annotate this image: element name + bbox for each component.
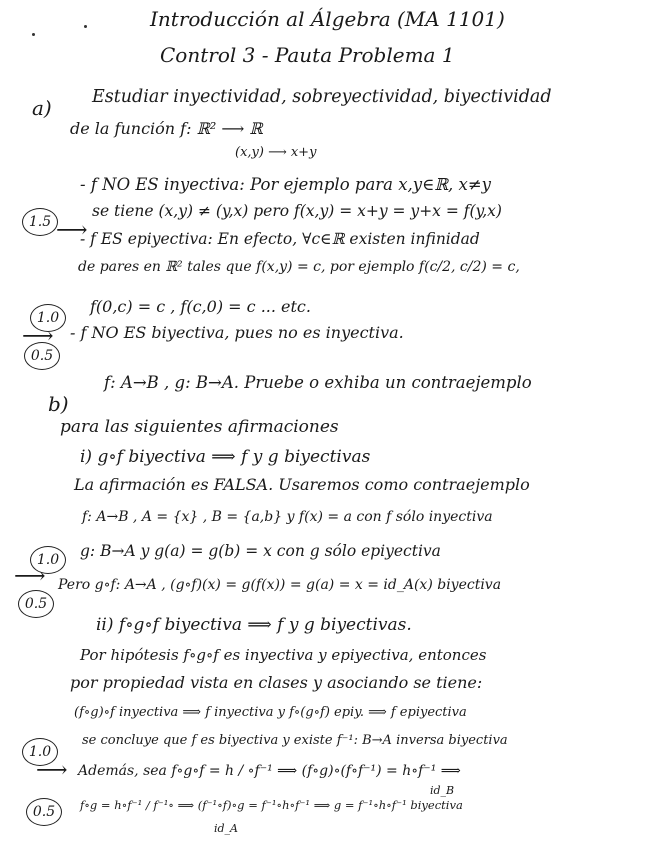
score-mark: 1.5 [22, 208, 58, 236]
score-mark: 0.5 [24, 342, 60, 370]
part-b-line: ii) f∘g∘f biyectiva ⟹ f y g biyectivas. [96, 615, 412, 635]
part-b-line: Además, sea f∘g∘f = h / ∘f⁻¹ ⟹ (f∘g)∘(f∘f⁻¹) = h∘f⁻¹ ⟹ [78, 763, 461, 779]
part-b-line: La afirmación es FALSA. Usaremos como contraejemplo [74, 475, 530, 494]
score-mark: 1.0 [30, 304, 66, 332]
part-a-line: de pares en ℝ² tales que f(x,y) = c, por ejemplo f(c/2, c/2) = c, [78, 259, 520, 275]
page-subtitle: Control 3 - Pauta Problema 1 [160, 43, 455, 67]
part-b-line: Por hipótesis f∘g∘f es inyectiva y epiyectiva, entonces [80, 646, 487, 664]
part-a-line: - f NO ES biyectiva, pues no es inyectiva. [70, 323, 404, 342]
score-mark: 1.0 [22, 738, 58, 766]
part-b-line: se concluye que f es biyectiva y existe f⁻¹: B→A inversa biyectiva [82, 733, 508, 748]
part-b-line: por propiedad vista en clases y asociando se tiene: [70, 673, 483, 692]
arrow-icon: ⟶ [56, 218, 88, 243]
part-b-line: f: A→B , g: B→A. Pruebe o exhiba un contraejemplo [104, 373, 532, 392]
part-b-line: (f∘g)∘f inyectiva ⟹ f inyectiva y f∘(g∘f) epiy. ⟹ f epiyectiva [74, 705, 467, 720]
identity-annotation: id_A [214, 822, 239, 835]
part-a-line: - f NO ES inyectiva: Por ejemplo para x,y∈ℝ, x≠y [80, 175, 491, 194]
ink-dot [32, 33, 35, 36]
part-a-label: a) [32, 96, 52, 120]
part-b-line: para las siguientes afirmaciones [60, 417, 339, 437]
part-b-line: f: A→B , A = {x} , B = {a,b} y f(x) = a con f sólo inyectiva [82, 509, 493, 525]
score-mark: 0.5 [18, 590, 54, 618]
part-b-label: b) [48, 392, 69, 416]
identity-annotation: id_B [430, 784, 455, 797]
part-a-line: de la función f: ℝ² ⟶ ℝ [70, 119, 263, 138]
part-a-line: - f ES epiyectiva: En efecto, ∀c∈ℝ existen infinidad [80, 230, 480, 248]
part-a-line: (x,y) ⟶ x+y [235, 145, 317, 160]
part-b-line: g: B→A y g(a) = g(b) = x con g sólo epiyectiva [80, 542, 441, 560]
part-a-line: f(0,c) = c , f(c,0) = c ... etc. [90, 297, 311, 316]
part-b-line: i) g∘f biyectiva ⟹ f y g biyectivas [80, 447, 371, 467]
page-title: Introducción al Álgebra (MA 1101) [150, 7, 505, 31]
part-b-line: Pero g∘f: A→A , (g∘f)(x) = g(f(x)) = g(a) = x = id_A(x) biyectiva [58, 577, 502, 593]
arrow-icon: ⟶ [36, 758, 68, 783]
arrow-icon: ⟶ [14, 564, 46, 589]
part-a-line: se tiene (x,y) ≠ (y,x) pero f(x,y) = x+y = y+x = f(y,x) [92, 202, 502, 220]
score-mark: 1.0 [30, 546, 66, 574]
ink-dot [84, 25, 87, 28]
part-a-line: Estudiar inyectividad, sobreyectividad, biyectividad [92, 87, 552, 107]
score-mark: 0.5 [26, 798, 62, 826]
arrow-icon: ⟶ [22, 324, 54, 349]
part-b-line: f∘g = h∘f⁻¹ / f⁻¹∘ ⟹ (f⁻¹∘f)∘g = f⁻¹∘h∘f⁻¹ ⟹ g = f⁻¹∘h∘f⁻¹ biyectiva [80, 798, 463, 812]
